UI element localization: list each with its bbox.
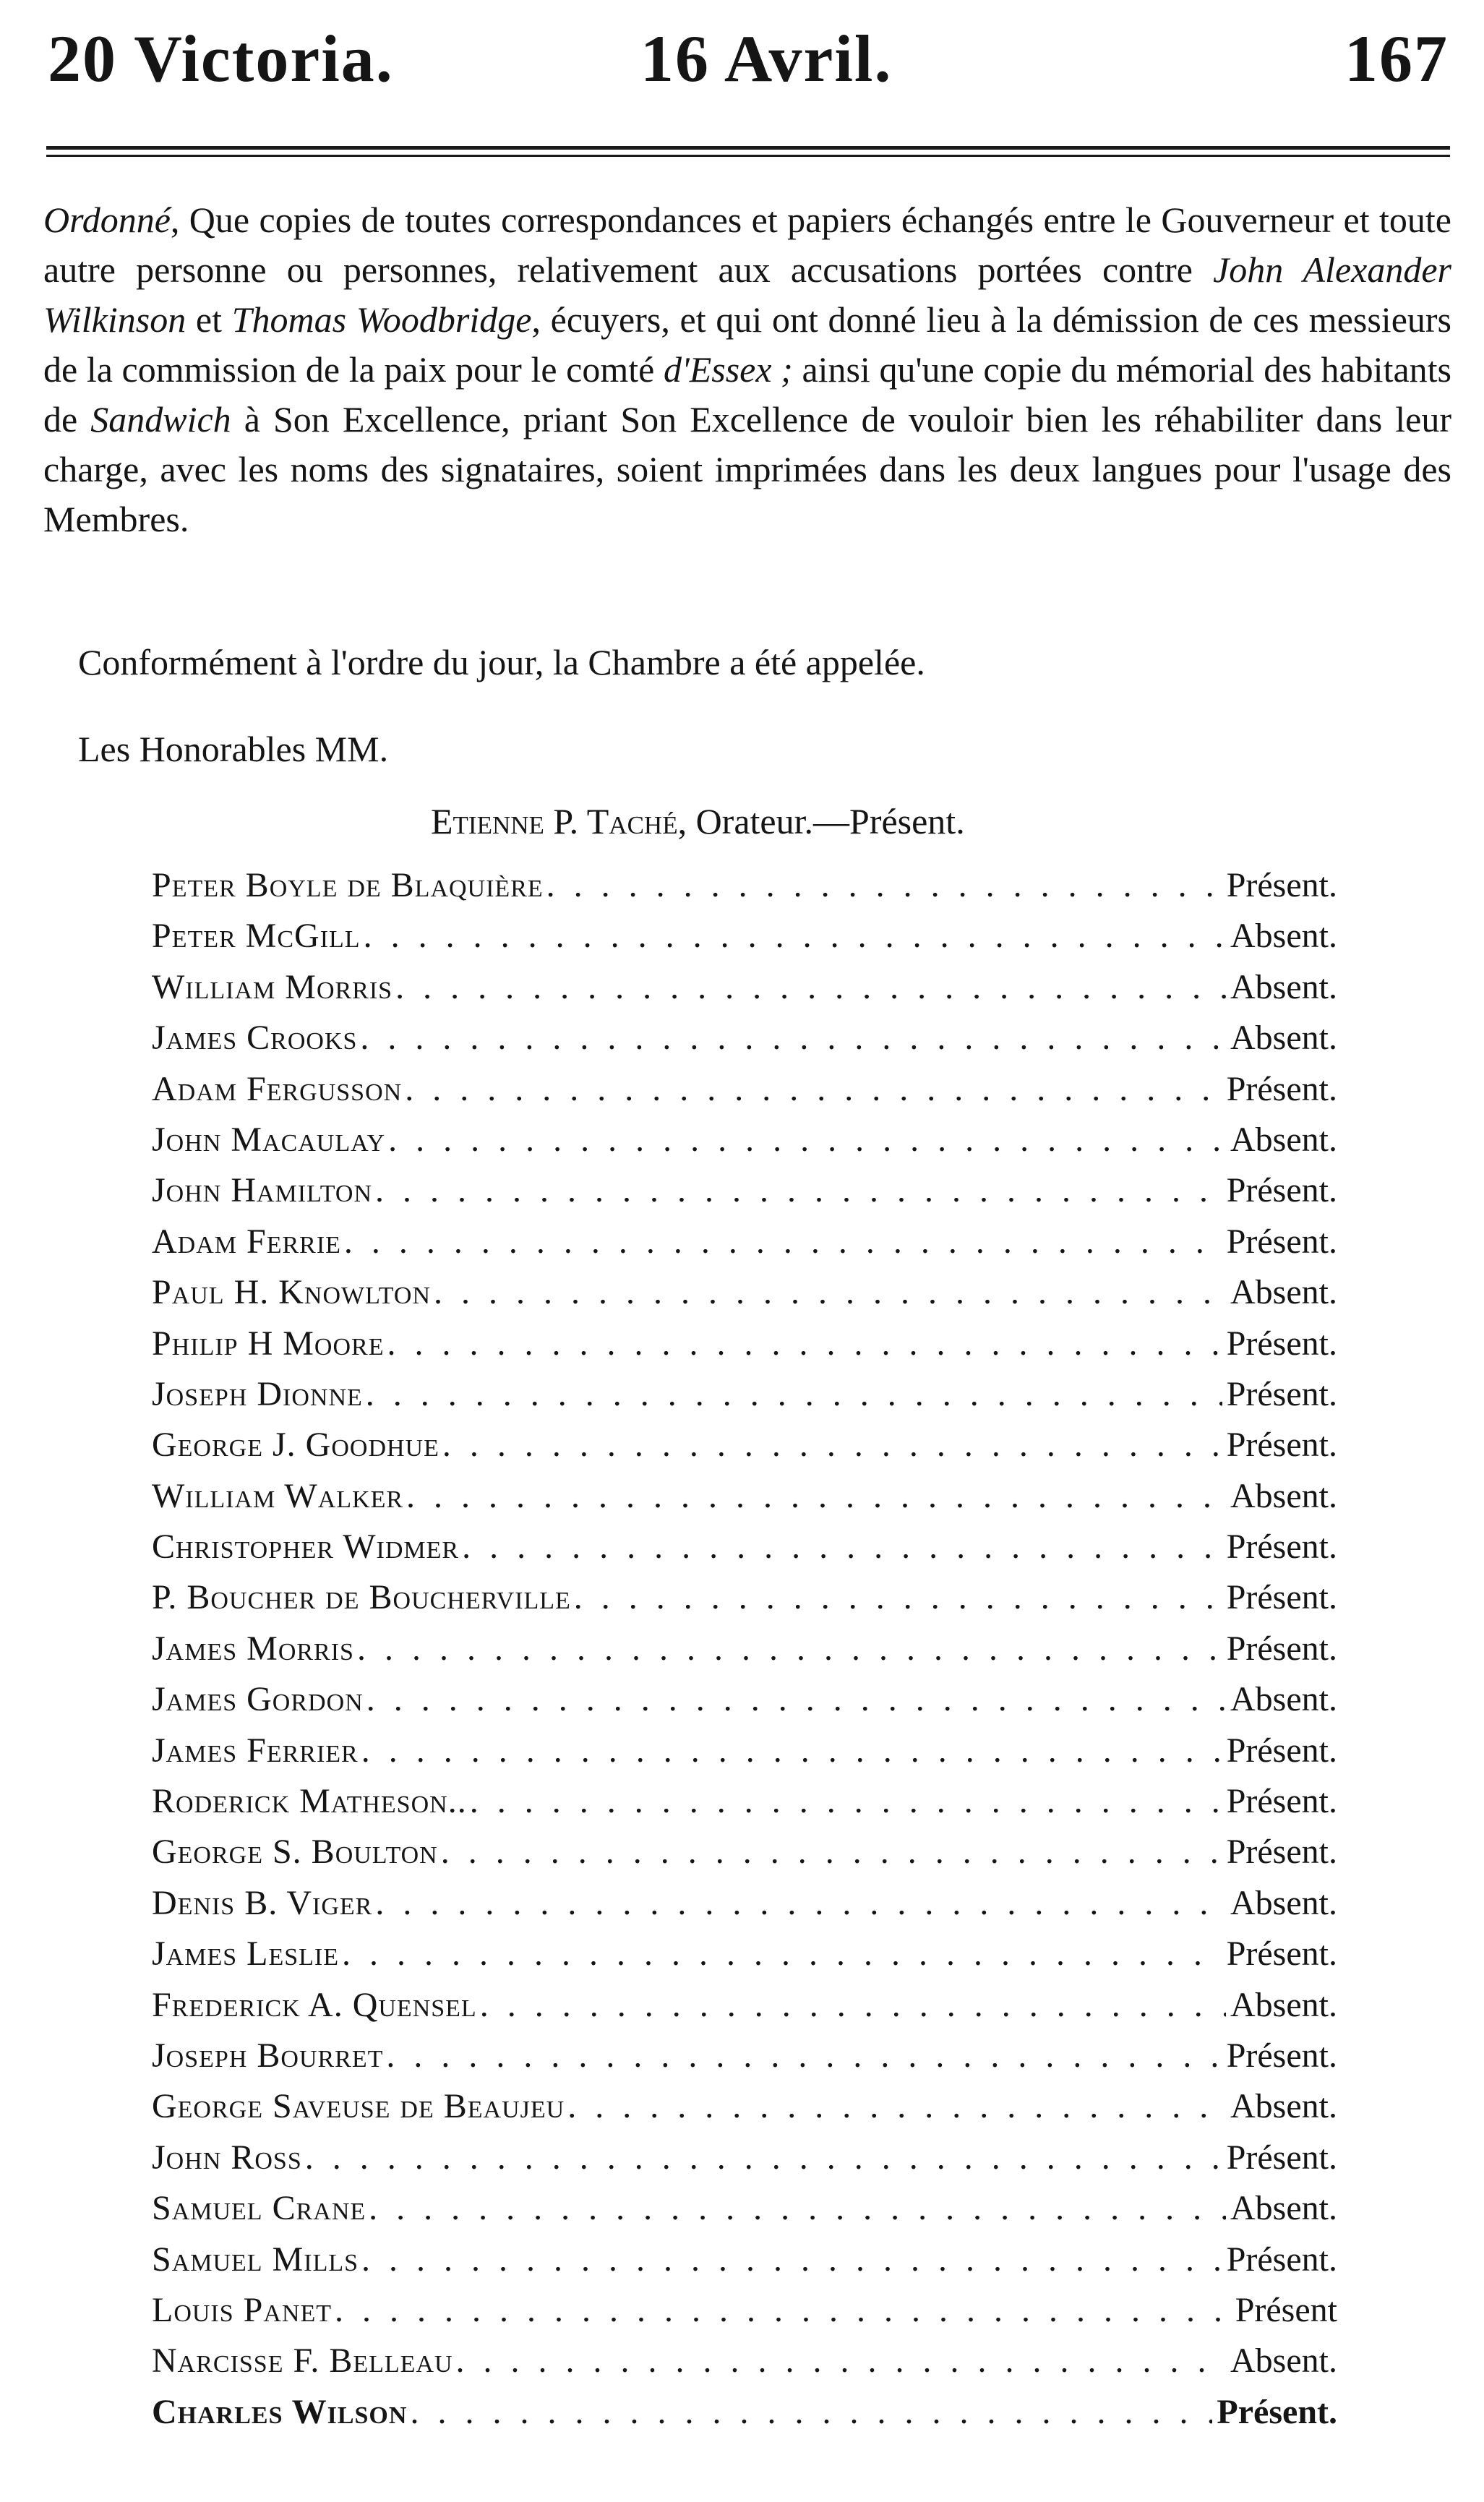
dot-leader [383,2031,1222,2081]
roll-call-row [152,1267,1337,1318]
dot-leader [438,1827,1222,1877]
roll-call-row [152,962,1337,1013]
roll-call-row [152,1572,1337,1623]
roll-call-row [152,2031,1337,2081]
header-rule-thick [46,146,1450,150]
dot-leader [467,1776,1222,1827]
running-head-date: 16 Avril. [640,22,893,95]
member-name: James Morris [152,1629,354,1668]
member-name: James Gordon [152,1680,364,1719]
call-of-house-paragraph: Conformément à l'ordre du jour, la Chambre a été appelée. [78,642,925,682]
dot-leader [393,962,1226,1013]
member-name: Paul H. Knowlton [152,1273,432,1312]
dot-leader [372,1878,1226,1929]
roll-call-row [152,1013,1337,1063]
dot-leader [332,2285,1231,2336]
roll-call-row [152,2235,1337,2285]
member-name: Joseph Bourret [152,2036,384,2075]
attendance-status: Présent. [1226,1528,1337,1567]
roll-call-row [152,2183,1337,2234]
attendance-status: Présent. [1226,1069,1337,1108]
member-name: Christopher Widmer [152,1528,460,1567]
attendance-status: Absent. [1230,1120,1337,1159]
order-paragraph [43,195,1451,544]
member-name: Denis B. Viger [152,1883,373,1922]
roll-call-row [152,1471,1337,1522]
member-name: George Saveuse de Beaujeu [152,2087,565,2126]
member-name: George J. Goodhue [152,1426,439,1465]
speaker-name: Etienne P. Taché [431,801,678,841]
attendance-status: Présent. [1226,2138,1337,2177]
person-name-1: John Alexander Wilkinson [43,249,1451,340]
roll-call-row [152,1674,1337,1725]
roll-call-row [152,2285,1337,2336]
roll-call-row [152,1980,1337,2031]
dot-leader [341,1217,1222,1267]
order-text-5: à Son Excellence, priant Son Excellence de vouloir bien les réhabiliter dans leur charge, avec les noms des signataires, soient imprimées dans les deux langues pour l'usage des Membres. [43,399,1451,539]
member-name: Frederick A. Quensel [152,1985,477,2024]
attendance-status: Présent. [1226,1171,1337,1210]
running-head-regnal-year: 20 Victoria. [48,22,394,95]
dot-leader [354,1624,1222,1674]
member-name: Samuel Mills [152,2240,359,2279]
county-name: d'Essex ; [664,349,793,390]
member-name: James Ferrier [152,1731,359,1770]
dot-leader [339,1929,1222,1979]
roll-call-row [152,1624,1337,1674]
attendance-status: Présent. [1226,1833,1337,1872]
attendance-status: Absent. [1230,2342,1337,2381]
member-name: James Leslie [152,1935,339,1974]
person-name-2: Thomas Woodbridge [231,299,532,340]
roll-call-row [152,1115,1337,1165]
attendance-status: Présent. [1226,1578,1337,1617]
attendance-status: Présent [1235,2290,1337,2329]
attendance-status: Présent. [1226,1935,1337,1974]
member-name: Adam Fergusson [152,1069,403,1108]
member-name: George S. Boulton [152,1833,438,1872]
dot-leader [363,1369,1222,1420]
ordonne-word: Ordonné [43,200,171,240]
roll-call-row [152,1878,1337,1929]
page-number: 167 [1344,22,1449,95]
member-name: Joseph Dionne [152,1374,363,1413]
dot-leader [453,2336,1226,2386]
dot-leader [302,2133,1222,2183]
roll-call-row [152,1522,1337,1572]
roll-call-row [152,1827,1337,1877]
page-header [48,20,1449,107]
order-text-4: ainsi qu'une copie du mémorial des habitants de [43,349,1451,440]
attendance-status: Présent. [1226,866,1337,904]
member-name: Philip H Moore [152,1324,385,1363]
roll-call-row [152,1726,1337,1776]
dot-leader [384,1319,1222,1369]
member-name: Charles Wilson [152,2392,408,2431]
roll-call-row [152,2081,1337,2132]
attendance-status: Absent. [1230,1883,1337,1922]
roll-call-row [152,1217,1337,1267]
member-name: William Morris [152,967,393,1006]
dot-leader [364,1674,1226,1725]
member-name: John Hamilton [152,1171,373,1210]
roll-call-row [152,1420,1337,1470]
roll-call-row [152,1165,1337,1216]
member-name: John Macaulay [152,1120,386,1159]
attendance-status: Absent. [1230,917,1337,956]
dot-leader [544,860,1222,911]
member-name: William Walker [152,1476,404,1515]
attendance-status: Absent. [1230,1985,1337,2024]
dot-leader [402,1064,1222,1115]
attendance-status: Absent. [1230,1680,1337,1719]
attendance-status: Présent. [1226,1426,1337,1465]
roll-call-row [152,1064,1337,1115]
order-text-2: et [186,299,232,340]
order-text-1: , Que copies de toutes correspondances et papiers échangés entre le Gouverneur et toute autre personne ou personnes, relativement aux accusations portées contre [43,200,1451,290]
roll-call-list [152,860,1337,2438]
attendance-status: Présent. [1226,1374,1337,1413]
dot-leader [431,1267,1226,1318]
roll-call-row [152,911,1337,961]
dot-leader [439,1420,1222,1470]
attendance-status: Absent. [1230,1019,1337,1058]
place-name: Sandwich [90,399,231,440]
attendance-status: Présent. [1226,1731,1337,1770]
speaker-line [431,797,965,847]
attendance-status: Présent. [1226,1324,1337,1363]
attendance-status: Présent. [1226,2240,1337,2279]
attendance-status: Présent. [1226,1222,1337,1261]
dot-leader [359,1726,1222,1776]
dot-leader [385,1115,1226,1165]
roll-call-row [152,1776,1337,1827]
attendance-status: Présent. [1217,2392,1337,2431]
order-text-3: , écuyers, et qui ont donné lieu à la démission de ces messieurs de la commission de la paix pour le comté [43,299,1451,390]
roll-call-row [152,1319,1337,1369]
member-name: Narcisse F. Belleau [152,2342,453,2381]
dot-leader [459,1522,1222,1572]
roll-call-row [152,1369,1337,1420]
dot-leader [359,2235,1222,2285]
member-name: James Crooks [152,1019,358,1058]
member-name: Peter Boyle de Blaquière [152,866,544,904]
dot-leader [477,1980,1226,2031]
roll-call-row [152,1929,1337,1979]
roll-call-row [152,2133,1337,2183]
member-name: Louis Panet [152,2290,332,2329]
member-name: P. Boucher de Boucherville [152,1578,571,1617]
dot-leader [403,1471,1226,1522]
attendance-status: Présent. [1226,2036,1337,2075]
attendance-status: Absent. [1230,2087,1337,2126]
attendance-status: Absent. [1230,2189,1337,2228]
attendance-status: Absent. [1230,1476,1337,1515]
attendance-status: Absent. [1230,967,1337,1006]
roll-call-row [152,860,1337,911]
honorables-heading: Les Honorables MM. [78,729,389,769]
dot-leader [407,2387,1212,2438]
speaker-role: , Orateur.—Présent. [677,801,965,841]
attendance-status: Présent. [1226,1629,1337,1668]
dot-leader [571,1572,1222,1623]
dot-leader [565,2081,1226,2132]
roll-call-row [152,2336,1337,2386]
member-name: Peter McGill [152,917,361,956]
member-name: Adam Ferrie [152,1222,341,1261]
header-rule-thin [46,155,1450,157]
dot-leader [372,1165,1222,1216]
dot-leader [366,2183,1226,2234]
roll-call-row [152,2387,1337,2438]
member-name: Roderick Matheson.. [152,1782,467,1821]
attendance-status: Absent. [1230,1273,1337,1312]
member-name: John Ross [152,2138,302,2177]
dot-leader [357,1013,1226,1063]
dot-leader [361,911,1226,961]
attendance-status: Présent. [1226,1782,1337,1821]
member-name: Samuel Crane [152,2189,366,2228]
